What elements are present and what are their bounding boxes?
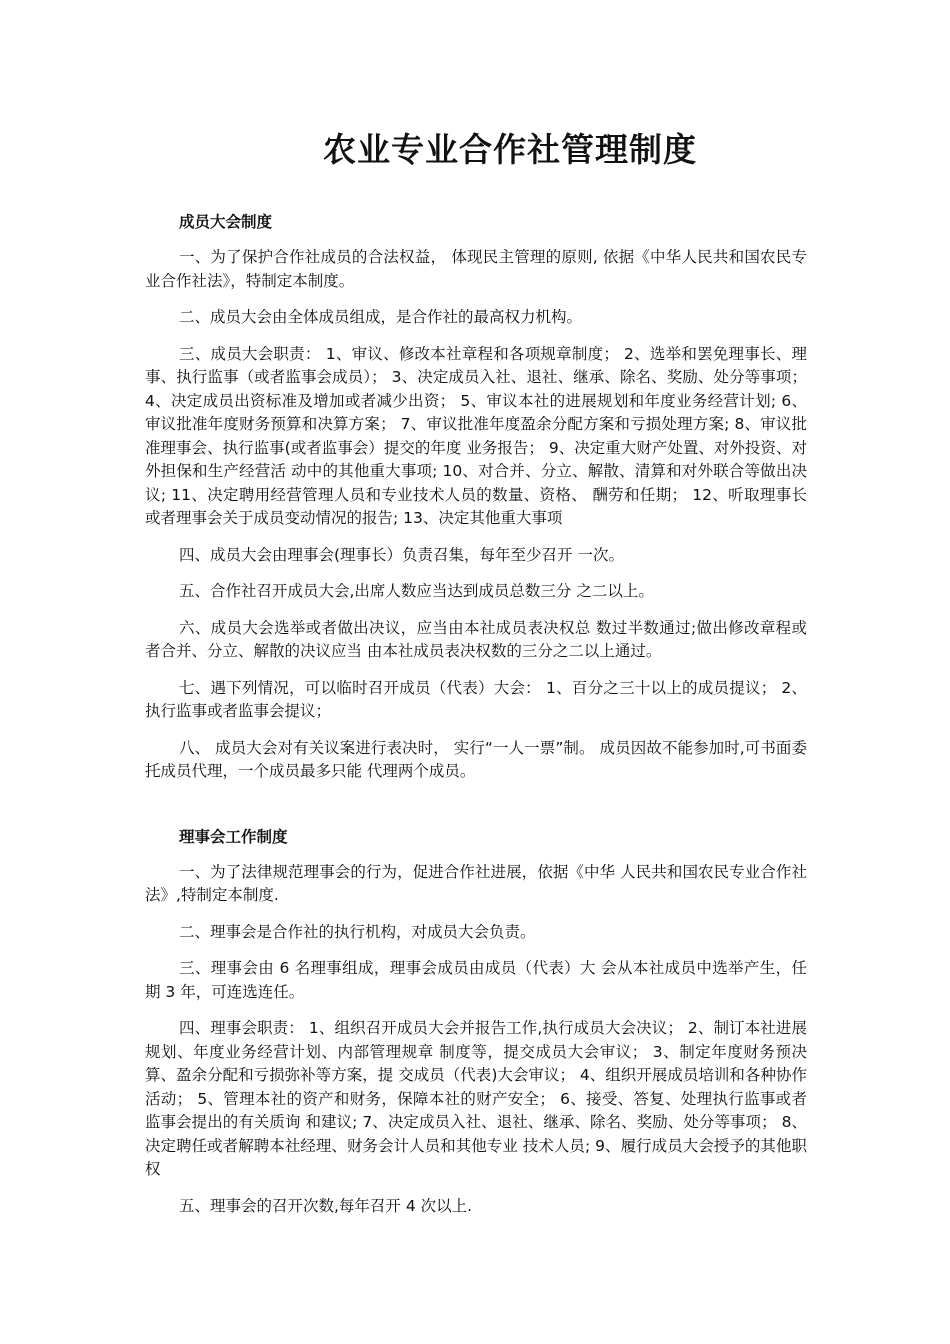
paragraph: 一、为了保护合作社成员的合法权益， 体现民主管理的原则, 依据《中华人民共和国农民专业合作社法》，特制定本制度。: [145, 248, 807, 290]
paragraph: 五、理事会的召开次数,每年召开 4 次以上.: [179, 1196, 473, 1215]
paragraph: 二、成员大会由全体成员组成，是合作社的最高权力机构。: [179, 308, 583, 326]
section-spacer: [145, 797, 807, 825]
paragraph: 五、合作社召开成员大会,出席人数应当达到成员总数三分 之二以上。: [179, 582, 654, 600]
paragraph: 三、理事会由 6 名理事组成，理事会成员由成员（代表）大 会从本社成员中选举产生，任期 3 年，可连选连任。: [145, 959, 807, 1001]
document-body: [145, 210, 807, 1231]
paragraph: 一、为了法律规范理事会的行为，促进合作社进展，依据《中华 人民共和国农民专业合作社法》,特制定本制度.: [145, 862, 807, 904]
paragraph: 八、 成员大会对有关议案进行表决时， 实行“一人一票”制。 成员因故不能参加时,可书面委托成员代理，一个成员最多只能 代理两个成员。: [145, 738, 807, 780]
section-member-assembly: [145, 210, 807, 784]
section-board-rules: [145, 825, 807, 1219]
section-heading: 理事会工作制度: [179, 827, 288, 846]
paragraph: 四、理事会职责： 1、组织召开成员大会并报告工作,执行成员大会决议； 2、制订本社进展规划、年度业务经营计划、内部管理规章 制度等，提交成员大会审议； 3、制定年度财务预决算、盈余分配和亏损弥补等方案，提 交成员（代表)大会审议； 4、组织开展成员培训和各种协作活动； 5、管理本社的资产和财务，保障本社的财产安全； 6、接受、答复、处理执行监事或者监事会提出的有关质询 和建议; 7、决定成员入社、退社、继承、除名、奖励、处分等事项； 8、决定聘任或者解聘本社经理、财务会计人员和其他专业 技术人员; 9、履行成员大会授予的其他职权: [145, 1019, 807, 1178]
paragraph: 七、遇下列情况，可以临时召开成员（代表）大会： 1、百分之三十以上的成员提议； 2、执行监事或者监事会提议；: [145, 678, 807, 720]
section-heading: 成员大会制度: [179, 213, 273, 231]
paragraph: 二、理事会是合作社的执行机构，对成员大会负责。: [179, 922, 536, 941]
paragraph: 三、成员大会职责： 1、审议、修改本社章程和各项规章制度； 2、选举和罢免理事长、理事、执行监事（或者监事会成员）； 3、决定成员入社、退社、继承、除名、奖励、处分等事项； 4、决定成员出资标准及增加或者减少出资； 5、审议本社的进展规划和年度业务经营计划; 6、审议批准年度财务预算和决算方案； 7、审议批准年度盈余分配方案和亏损处理方案; 8、审议批准理事会、执行监事(或者监事会）提交的年度 业务报告； 9、决定重大财产处置、对外投资、对外担保和生产经营活 动中的其他重大事项; 10、对合并、分立、解散、清算和对外联合等做出决议; 11、决定聘用经营管理人员和专业技术人员的数量、资格、 酬劳和任期； 12、听取理事长或者理事会关于成员变动情况的报告; 13、决定其他重大事项: [145, 344, 807, 527]
paragraph: 四、成员大会由理事会(理事长）负责召集，每年至少召开 一次。: [179, 545, 624, 564]
document-title: 农业专业合作社管理制度: [323, 130, 697, 169]
paragraph: 六、成员大会选举或者做出决议，应当由本社成员表决权总 数过半数通过;做出修改章程或者合并、分立、解散的决议应当 由本社成员表决权数的三分之二以上通过。: [145, 618, 807, 660]
